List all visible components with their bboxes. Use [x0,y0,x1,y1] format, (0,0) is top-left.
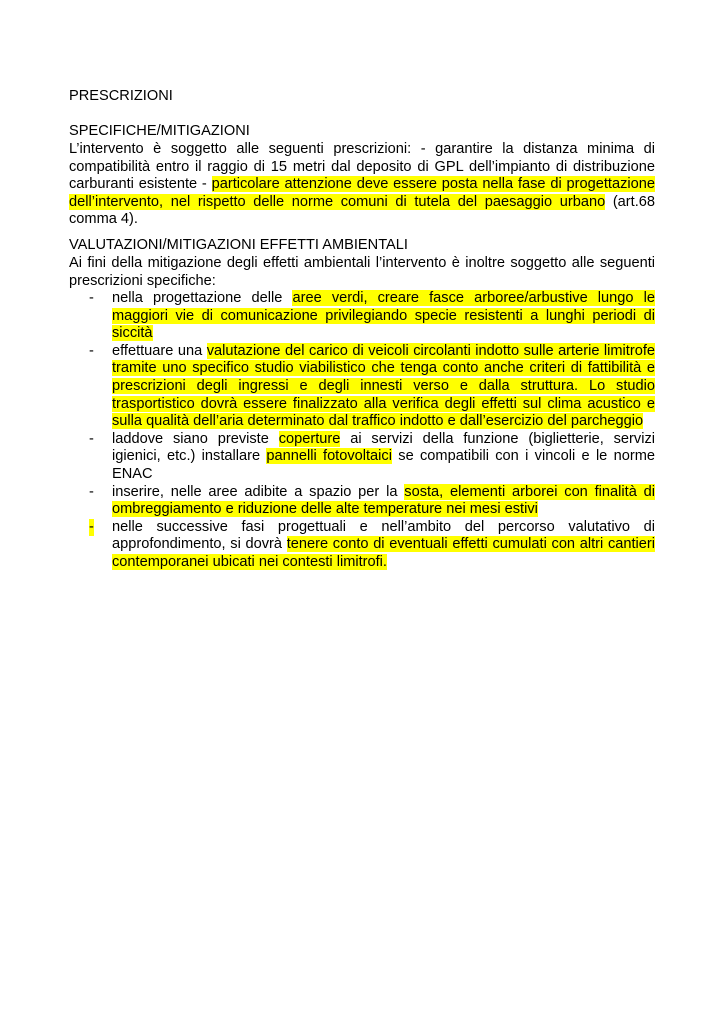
section2-intro: Ai fini della mitigazione degli effetti ambientali l’intervento è inoltre soggetto alle seguenti prescrizioni specifiche: [69,255,655,289]
item-highlight: sosta, elementi arborei con finalità di ombreggiamento e riduzione delle alte temperature nei mesi estivi [112,483,655,518]
list-bullet: - [89,483,94,500]
item-highlight: aree verdi, creare fasce arboree/arbustive lungo le maggiori vie di comunicazione privilegiando specie resistenti a lunghi periodi di siccità [112,290,655,342]
section1-heading: SPECIFICHE/MITIGAZIONI [69,123,250,139]
item-highlight-2: pannelli fotovoltaici [266,448,392,465]
section1-text-b: (art.68 comma 4). [69,193,655,228]
item-text-mid: ai servizi della funzione (biglietterie, servizi igienici, etc.) installare [112,430,655,465]
item-text-post: se compatibili con i vincoli e le norme ENAC [112,448,655,482]
item-text: inserire, nelle aree adibite a spazio per la [112,483,405,500]
list-bullet: - [89,342,94,359]
list-item [69,431,655,484]
list-item [69,343,655,431]
item-highlight: coperture [278,430,341,447]
item-text: laddove siano previste [112,430,279,447]
item-highlight: tenere conto di eventuali effetti cumulati con altri cantieri contemporanei ubicati nei contesti limitrofi. [112,536,655,570]
section2-heading: VALUTAZIONI/MITIGAZIONI EFFETTI AMBIENTALI [69,237,408,253]
item-text: effettuare una [112,342,207,359]
list-bullet: - [89,430,94,447]
item-highlight: valutazione del carico di veicoli circolanti indotto sulle arterie limitrofe tramite uno specifico studio viabilistico che tenga conto anche criteri di fattibilità e prescrizioni degli ingressi e degli innesti verso e dalla struttura. Lo studio trasportistico dovrà essere finalizzato alla verifica degli effetti sul clima acustico e sulla qualità dell’aria determinato dal traffico indotto e dall’esercizio del parcheggio [112,342,655,430]
item-text: nella progettazione delle [112,290,293,306]
doc-title: PRESCRIZIONI [69,88,173,104]
section1-highlight: particolare attenzione deve essere posta nella fase di progettazione dell’intervento, nel rispetto delle norme comuni di tutela del paesaggio urbano [69,176,655,210]
list-bullet: - [89,518,94,535]
item-text: nelle successive fasi progettuali e nell’ambito del percorso valutativo di approfondimento, si dovrà [112,518,655,553]
section1-text-a: L’intervento è soggetto alle seguenti prescrizioni: - garantire la distanza minima di compatibilità entro il raggio di 15 metri dal deposito di GPL dell’impianto di distribuzione carburanti esistente - [69,141,655,193]
list-item [69,519,655,572]
list-item [69,484,655,519]
section1-paragraph [69,141,655,229]
list-bullet: - [89,290,94,306]
prescription-list [69,290,655,572]
list-item [69,290,655,343]
